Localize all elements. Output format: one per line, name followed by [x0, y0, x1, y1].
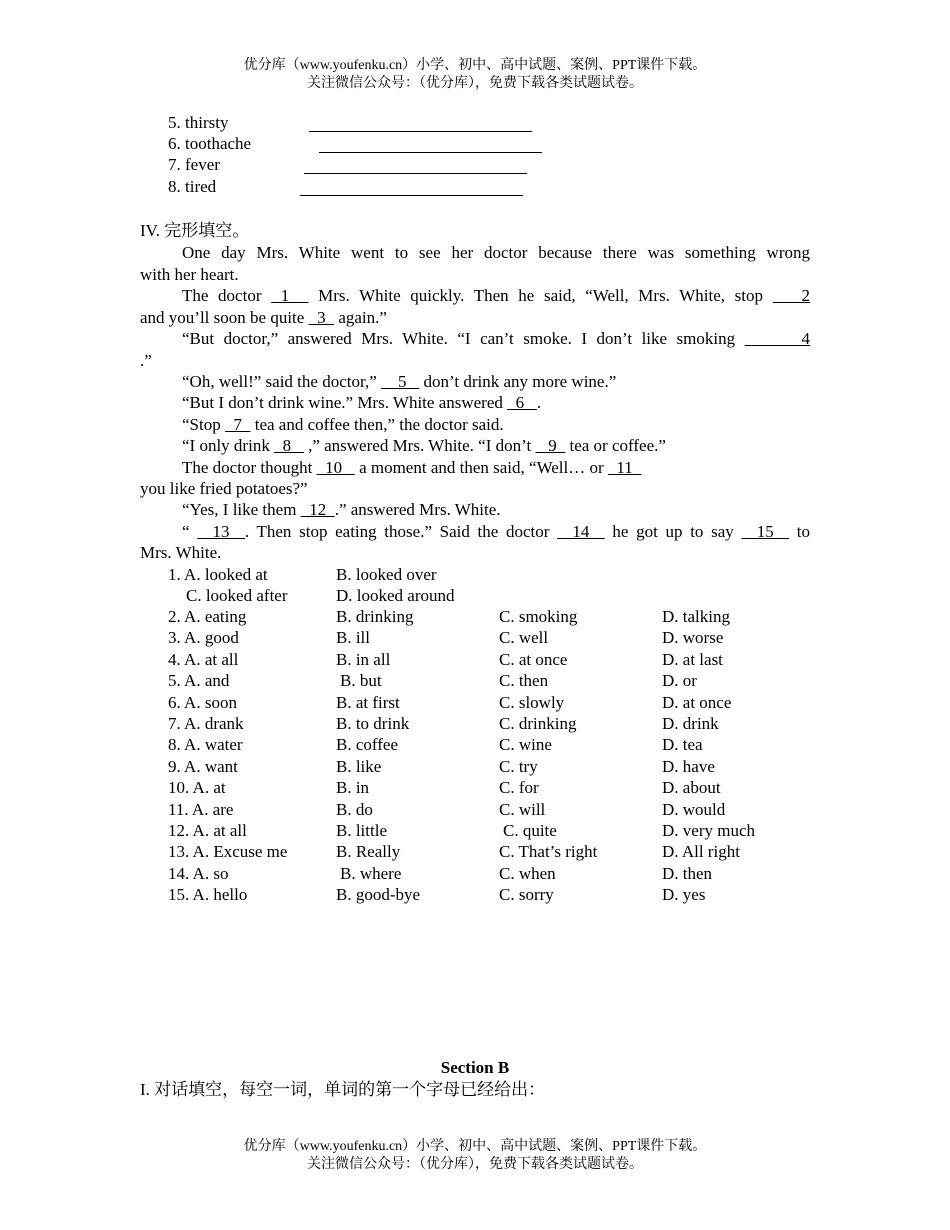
option-15-c: C. sorry: [499, 885, 554, 905]
option-3-b: B. ill: [336, 628, 371, 648]
option-9-c: C. try: [499, 756, 538, 776]
page-footer: [0, 1138, 950, 1174]
option-15-a: 15. A. hello: [168, 885, 248, 905]
option-14-d: D. then: [662, 863, 713, 883]
vocab-blank-5[interactable]: [309, 130, 532, 132]
option-8-c: C. wine: [499, 735, 552, 755]
cloze-paragraph-3: “But doctor,” answered Mrs. White. “I can’t smoke. I don’t like smoking 4: [182, 329, 811, 348]
cloze-title: IV. 完形填空。: [140, 221, 250, 240]
option-10-c: C. for: [499, 778, 539, 798]
cloze-paragraph-6: “Stop 7 tea and coffee then,” the doctor said.: [182, 415, 504, 434]
option-4-b: B. in all: [336, 649, 391, 669]
option-2-a: 2. A. eating: [168, 607, 247, 626]
cloze-paragraph-5: “But I don’t drink wine.” Mrs. White answered 6 .: [182, 393, 542, 412]
option-7-d: D. drink: [662, 714, 719, 733]
cloze-paragraph-2: The doctor 1 Mrs. White quickly. Then he said, “Well, Mrs. White, stop 2: [182, 286, 811, 305]
cloze-paragraph-7: “I only drink 8 ,” answered Mrs. White. “I don’t 9 tea or coffee.”: [182, 436, 666, 455]
footer-line-2: 关注微信公众号：（优分库），免费下载各类试题试卷。: [307, 1157, 643, 1172]
option-11-a: 11. A. are: [168, 799, 234, 819]
option-1-a: 1. A. looked at: [168, 565, 268, 584]
cloze-paragraph-10: “ 13 . Then stop eating those.” Said the doctor 14 he got up to say 15 to: [182, 522, 811, 541]
section-b-title: Section B: [440, 1058, 510, 1077]
option-4-c: C. at once: [499, 649, 568, 669]
option-6-c: C. slowly: [499, 692, 565, 712]
option-14-c: C. when: [499, 863, 556, 883]
option-11-b: B. do: [336, 799, 373, 819]
section-b-instruction: I. 对话填空，每空一词，单词的第一个字母已经给出：: [140, 1080, 546, 1099]
option-15-b: B. good-bye: [336, 885, 421, 905]
option-8-a: 8. A. water: [168, 735, 243, 755]
option-5-b: B. but: [340, 671, 382, 691]
vocab-item-6: 6. toothache: [168, 134, 252, 153]
footer-line-1: 优分库（www.youfenku.cn）小学、初中、高中试题、案例、PPT课件下载。: [243, 1139, 707, 1154]
option-7-c: C. drinking: [499, 714, 577, 733]
blank-14[interactable]: 14: [557, 522, 605, 541]
option-13-a: 13. A. Excuse me: [168, 842, 288, 862]
option-9-b: B. like: [336, 756, 382, 776]
option-10-a: 10. A. at: [168, 778, 226, 798]
blank-15[interactable]: 15: [741, 522, 790, 541]
option-15-d: D. yes: [662, 885, 706, 905]
option-5-a: 5. A. and: [168, 671, 230, 691]
option-1-b: B. looked over: [336, 565, 437, 584]
option-12-b: B. little: [336, 821, 387, 840]
option-4-a: 4. A. at all: [168, 649, 239, 669]
option-13-c: C. That’s right: [499, 842, 598, 862]
vocab-blank-8[interactable]: [300, 194, 523, 196]
cloze-paragraph-8-cont: you like fried potatoes?”: [140, 479, 308, 498]
option-11-c: C. will: [499, 799, 546, 819]
cloze-paragraph-3-cont: .”: [140, 351, 152, 370]
option-3-a: 3. A. good: [168, 628, 239, 648]
blank-1[interactable]: 1: [271, 286, 309, 305]
blank-5[interactable]: 5: [381, 372, 420, 391]
option-12-a: 12. A. at all: [168, 821, 247, 840]
option-6-b: B. at first: [336, 692, 400, 712]
vocab-item-5: 5. thirsty: [168, 113, 229, 132]
cloze-paragraph-9: “Yes, I like them 12 .” answered Mrs. White.: [182, 500, 501, 519]
blank-4[interactable]: 4: [744, 329, 811, 348]
option-13-d: D. All right: [662, 842, 740, 862]
blank-12[interactable]: 12: [300, 500, 335, 519]
option-9-d: D. have: [662, 756, 715, 776]
blank-8[interactable]: 8: [274, 436, 304, 455]
option-1-d: D. looked around: [336, 586, 455, 605]
blank-2[interactable]: 2: [772, 286, 811, 305]
option-8-d: D. tea: [662, 735, 703, 755]
option-8-b: B. coffee: [336, 735, 398, 755]
option-9-a: 9. A. want: [168, 756, 238, 776]
option-4-d: D. at last: [662, 649, 723, 669]
header-line-2: 关注微信公众号：（优分库），免费下载各类试题试卷。: [307, 76, 643, 91]
vocab-item-7: 7. fever: [168, 155, 220, 174]
vocab-blank-6[interactable]: [319, 151, 542, 153]
option-3-d: D. worse: [662, 628, 724, 648]
option-13-b: B. Really: [336, 842, 401, 862]
option-2-c: C. smoking: [499, 607, 578, 626]
blank-10[interactable]: 10: [316, 458, 355, 477]
option-2-b: B. drinking: [336, 607, 414, 626]
blank-9[interactable]: 9: [535, 436, 566, 455]
option-10-d: D. about: [662, 778, 721, 798]
vocab-blank-7[interactable]: [304, 172, 527, 174]
option-10-b: B. in: [336, 778, 370, 798]
option-5-d: D. or: [662, 671, 697, 691]
page-header: [0, 57, 950, 93]
option-6-d: D. at once: [662, 692, 732, 712]
vocab-item-8: 8. tired: [168, 177, 217, 196]
cloze-paragraph-4: “Oh, well!” said the doctor,” 5 don’t drink any more wine.”: [182, 372, 617, 391]
option-12-d: D. very much: [662, 821, 756, 840]
cloze-paragraph-2-cont: and you’ll soon be quite 3 again.”: [140, 308, 387, 327]
cloze-paragraph-8: The doctor thought 10 a moment and then said, “Well… or 11: [182, 458, 642, 477]
blank-13[interactable]: 13: [197, 522, 245, 541]
header-line-1: 优分库（www.youfenku.cn）小学、初中、高中试题、案例、PPT课件下载。: [243, 58, 707, 73]
blank-7[interactable]: 7: [224, 415, 251, 434]
blank-3[interactable]: 3: [308, 308, 335, 327]
option-7-b: B. to drink: [336, 714, 410, 733]
option-14-b: B. where: [340, 863, 402, 883]
option-5-c: C. then: [499, 671, 549, 691]
cloze-paragraph-10-cont: Mrs. White.: [140, 543, 222, 562]
option-1-c: C. looked after: [186, 586, 288, 605]
cloze-paragraph-1-cont: with her heart.: [140, 265, 239, 284]
blank-6[interactable]: 6: [507, 393, 537, 412]
option-12-c: C. quite: [503, 821, 557, 840]
option-14-a: 14. A. so: [168, 863, 229, 883]
option-3-c: C. well: [499, 628, 549, 648]
cloze-paragraph-1: One day Mrs. White went to see her doctor because there was something wrong: [182, 243, 810, 262]
option-6-a: 6. A. soon: [168, 692, 237, 712]
option-11-d: D. would: [662, 799, 726, 819]
option-7-a: 7. A. drank: [168, 714, 244, 733]
blank-11[interactable]: 11: [607, 458, 642, 477]
option-2-d: D. talking: [662, 607, 730, 626]
